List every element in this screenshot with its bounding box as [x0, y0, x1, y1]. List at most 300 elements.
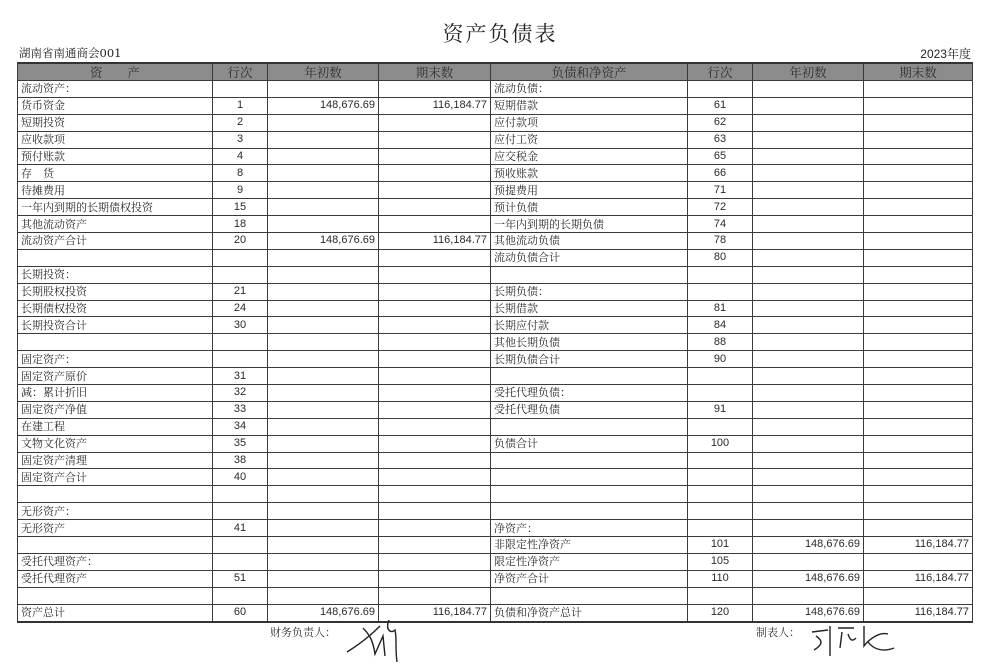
asset-end-value — [379, 114, 491, 131]
asset-begin-value — [268, 148, 379, 165]
liability-begin-value — [753, 401, 864, 418]
liability-row-no — [688, 520, 753, 537]
col-header-begin: 年初数 — [268, 63, 379, 81]
liability-row-no: 62 — [688, 114, 753, 131]
liability-end-value — [864, 317, 973, 334]
asset-begin-value — [268, 385, 379, 402]
liability-row-no: 90 — [688, 351, 753, 368]
col-header-end: 期末数 — [379, 63, 491, 81]
organization-name: 湖南省南通商会001 — [19, 46, 122, 60]
liability-begin-value — [753, 233, 864, 250]
liability-begin-value — [753, 131, 864, 148]
asset-end-value — [379, 351, 491, 368]
asset-name: 流动资产合计 — [18, 233, 213, 250]
asset-name: 固定资产原价 — [18, 368, 213, 385]
table-row — [18, 435, 973, 452]
liability-row-no: 91 — [688, 401, 753, 418]
finance-signature-icon — [345, 614, 415, 662]
asset-end-value — [379, 199, 491, 216]
asset-row-no: 51 — [213, 570, 268, 587]
asset-name: 长期债权投资 — [18, 300, 213, 317]
asset-name: 待摊费用 — [18, 182, 213, 199]
asset-end-value: 116,184.77 — [379, 604, 491, 621]
liability-begin-value — [753, 385, 864, 402]
asset-name: 货币资金 — [18, 97, 213, 114]
liability-begin-value — [753, 81, 864, 98]
table-row — [18, 182, 973, 199]
liability-end-value — [864, 216, 973, 233]
asset-row-no: 60 — [213, 604, 268, 621]
liability-name: 净资产合计 — [491, 570, 688, 587]
asset-begin-value — [268, 182, 379, 199]
liability-end-value — [864, 300, 973, 317]
asset-row-no: 2 — [213, 114, 268, 131]
asset-end-value — [379, 385, 491, 402]
liability-name: 负债和净资产总计 — [491, 604, 688, 621]
liability-name: 一年内到期的长期负债 — [491, 216, 688, 233]
liability-end-value — [864, 148, 973, 165]
table-row — [18, 249, 973, 266]
liability-begin-value — [753, 283, 864, 300]
asset-begin-value — [268, 435, 379, 452]
asset-name: 固定资产净值 — [18, 401, 213, 418]
preparer-signature-icon — [808, 620, 898, 660]
asset-end-value — [379, 266, 491, 283]
asset-begin-value — [268, 452, 379, 469]
liability-name: 长期应付款 — [491, 317, 688, 334]
liability-name: 长期借款 — [491, 300, 688, 317]
asset-name: 预付账款 — [18, 148, 213, 165]
liability-row-no — [688, 368, 753, 385]
liability-end-value — [864, 97, 973, 114]
liability-row-no: 101 — [688, 537, 753, 554]
col-header-begin-2: 年初数 — [753, 63, 864, 81]
asset-begin-value — [268, 165, 379, 182]
liability-row-no — [688, 452, 753, 469]
asset-name: 流动资产： — [18, 81, 213, 98]
liability-end-value — [864, 266, 973, 283]
asset-begin-value — [268, 587, 379, 604]
liability-begin-value — [753, 165, 864, 182]
liability-row-no: 81 — [688, 300, 753, 317]
liability-end-value — [864, 486, 973, 503]
liability-end-value — [864, 182, 973, 199]
liability-end-value — [864, 503, 973, 520]
asset-row-no: 40 — [213, 469, 268, 486]
liability-name: 非限定性净资产 — [491, 537, 688, 554]
table-row — [18, 401, 973, 418]
asset-row-no — [213, 266, 268, 283]
table-row — [18, 233, 973, 250]
liability-name — [491, 486, 688, 503]
asset-end-value — [379, 401, 491, 418]
liability-row-no: 61 — [688, 97, 753, 114]
table-row — [18, 537, 973, 554]
liability-row-no: 105 — [688, 553, 753, 570]
asset-begin-value — [268, 469, 379, 486]
liability-begin-value — [753, 368, 864, 385]
asset-end-value — [379, 520, 491, 537]
liability-name: 预计负债 — [491, 199, 688, 216]
liability-name — [491, 587, 688, 604]
asset-row-no: 20 — [213, 233, 268, 250]
liability-begin-value — [753, 266, 864, 283]
liability-end-value — [864, 249, 973, 266]
asset-end-value — [379, 469, 491, 486]
liability-row-no — [688, 587, 753, 604]
asset-end-value — [379, 182, 491, 199]
asset-name: 固定资产清理 — [18, 452, 213, 469]
asset-begin-value — [268, 486, 379, 503]
finance-label: 财务负责人： — [270, 626, 336, 639]
liability-begin-value — [753, 351, 864, 368]
liability-row-no — [688, 503, 753, 520]
liability-begin-value — [753, 97, 864, 114]
period-year: 2023 — [920, 47, 947, 61]
table-row — [18, 317, 973, 334]
liability-end-value — [864, 452, 973, 469]
liability-name: 应交税金 — [491, 148, 688, 165]
asset-begin-value — [268, 520, 379, 537]
asset-end-value — [379, 216, 491, 233]
asset-name — [18, 334, 213, 351]
report-title: 资产负债表 — [442, 22, 558, 46]
liability-name — [491, 452, 688, 469]
liability-row-no: 88 — [688, 334, 753, 351]
asset-row-no: 1 — [213, 97, 268, 114]
asset-begin-value: 148,676.69 — [268, 604, 379, 621]
liability-end-value: 116,184.77 — [864, 537, 973, 554]
liability-begin-value — [753, 553, 864, 570]
liability-name: 净资产： — [491, 520, 688, 537]
asset-begin-value — [268, 570, 379, 587]
liability-end-value — [864, 385, 973, 402]
table-row — [18, 266, 973, 283]
liability-end-value — [864, 199, 973, 216]
table-row — [18, 469, 973, 486]
table-row — [18, 486, 973, 503]
liability-begin-value — [753, 249, 864, 266]
table-row — [18, 199, 973, 216]
liability-name: 预提费用 — [491, 182, 688, 199]
liability-begin-value — [753, 334, 864, 351]
asset-name — [18, 486, 213, 503]
liability-end-value — [864, 233, 973, 250]
asset-row-no — [213, 537, 268, 554]
asset-begin-value — [268, 81, 379, 98]
asset-name: 固定资产： — [18, 351, 213, 368]
liability-begin-value — [753, 587, 864, 604]
asset-end-value — [379, 300, 491, 317]
asset-row-no: 34 — [213, 418, 268, 435]
col-header-liabilities: 负债和净资产 — [491, 63, 688, 81]
table-row — [18, 97, 973, 114]
asset-begin-value — [268, 553, 379, 570]
asset-row-no — [213, 486, 268, 503]
liability-name: 应付款项 — [491, 114, 688, 131]
table-row — [18, 604, 973, 621]
asset-begin-value — [268, 368, 379, 385]
liability-end-value — [864, 435, 973, 452]
asset-name: 存 货 — [18, 165, 213, 182]
asset-end-value — [379, 452, 491, 469]
liability-begin-value — [753, 503, 864, 520]
asset-name: 一年内到期的长期债权投资 — [18, 199, 213, 216]
liability-end-value — [864, 334, 973, 351]
asset-row-no — [213, 553, 268, 570]
asset-begin-value — [268, 131, 379, 148]
asset-begin-value — [268, 199, 379, 216]
preparer-signature-block — [756, 624, 800, 640]
liability-begin-value — [753, 182, 864, 199]
asset-row-no: 9 — [213, 182, 268, 199]
liability-name: 长期负债合计 — [491, 351, 688, 368]
liability-begin-value — [753, 435, 864, 452]
asset-row-no: 41 — [213, 520, 268, 537]
asset-row-no: 35 — [213, 435, 268, 452]
liability-name — [491, 368, 688, 385]
asset-end-value — [379, 537, 491, 554]
liability-row-no: 80 — [688, 249, 753, 266]
liability-row-no: 74 — [688, 216, 753, 233]
liability-name: 受托代理负债 — [491, 401, 688, 418]
col-header-end-2: 期末数 — [864, 63, 973, 81]
asset-name: 无形资产： — [18, 503, 213, 520]
asset-row-no — [213, 503, 268, 520]
period-suffix: 年度 — [946, 47, 971, 61]
liability-end-value — [864, 368, 973, 385]
liability-begin-value — [753, 418, 864, 435]
asset-row-no: 31 — [213, 368, 268, 385]
table-row — [18, 131, 973, 148]
asset-row-no — [213, 81, 268, 98]
liability-end-value: 116,184.77 — [864, 570, 973, 587]
asset-end-value — [379, 570, 491, 587]
col-header-row-no: 行次 — [213, 63, 268, 81]
liability-row-no — [688, 266, 753, 283]
asset-end-value — [379, 249, 491, 266]
asset-begin-value — [268, 317, 379, 334]
liability-name: 预收账款 — [491, 165, 688, 182]
liability-name: 其他长期负债 — [491, 334, 688, 351]
table-row — [18, 368, 973, 385]
asset-end-value: 116,184.77 — [379, 233, 491, 250]
asset-begin-value — [268, 266, 379, 283]
liability-begin-value — [753, 452, 864, 469]
liability-row-no: 78 — [688, 233, 753, 250]
asset-row-no: 32 — [213, 385, 268, 402]
asset-end-value — [379, 283, 491, 300]
liability-end-value — [864, 351, 973, 368]
table-row — [18, 452, 973, 469]
preparer-label: 制表人： — [756, 626, 800, 639]
asset-name: 固定资产合计 — [18, 469, 213, 486]
liability-begin-value — [753, 486, 864, 503]
asset-end-value — [379, 503, 491, 520]
asset-end-value — [379, 81, 491, 98]
table-row — [18, 587, 973, 604]
liability-end-value — [864, 131, 973, 148]
table-row — [18, 520, 973, 537]
col-header-assets: 资 产 — [18, 63, 213, 81]
liability-begin-value: 148,676.69 — [753, 537, 864, 554]
asset-row-no: 18 — [213, 216, 268, 233]
asset-end-value — [379, 165, 491, 182]
liability-end-value — [864, 553, 973, 570]
liability-end-value — [864, 81, 973, 98]
asset-name: 应收款项 — [18, 131, 213, 148]
asset-name: 受托代理资产 — [18, 570, 213, 587]
asset-begin-value — [268, 401, 379, 418]
asset-name: 短期投资 — [18, 114, 213, 131]
asset-name — [18, 249, 213, 266]
table-row — [18, 216, 973, 233]
liability-name: 应付工资 — [491, 131, 688, 148]
table-row — [18, 283, 973, 300]
asset-name — [18, 537, 213, 554]
asset-begin-value — [268, 351, 379, 368]
liability-name — [491, 266, 688, 283]
liability-row-no: 71 — [688, 182, 753, 199]
asset-begin-value — [268, 216, 379, 233]
asset-row-no: 4 — [213, 148, 268, 165]
liability-row-no: 110 — [688, 570, 753, 587]
liability-end-value — [864, 418, 973, 435]
asset-end-value — [379, 148, 491, 165]
liability-row-no — [688, 469, 753, 486]
table-row — [18, 351, 973, 368]
liability-end-value — [864, 520, 973, 537]
asset-name: 无形资产 — [18, 520, 213, 537]
finance-signature-block — [270, 624, 336, 640]
asset-begin-value — [268, 249, 379, 266]
liability-row-no: 63 — [688, 131, 753, 148]
asset-begin-value: 148,676.69 — [268, 233, 379, 250]
asset-row-no: 8 — [213, 165, 268, 182]
asset-row-no: 24 — [213, 300, 268, 317]
table-row — [18, 418, 973, 435]
asset-end-value — [379, 587, 491, 604]
asset-end-value — [379, 435, 491, 452]
asset-row-no: 33 — [213, 401, 268, 418]
liability-begin-value: 148,676.69 — [753, 570, 864, 587]
asset-row-no: 15 — [213, 199, 268, 216]
liability-row-no — [688, 418, 753, 435]
liability-begin-value — [753, 216, 864, 233]
asset-end-value — [379, 334, 491, 351]
liability-row-no: 100 — [688, 435, 753, 452]
liability-name: 其他流动负债 — [491, 233, 688, 250]
asset-end-value — [379, 553, 491, 570]
asset-row-no — [213, 351, 268, 368]
table-row — [18, 165, 973, 182]
table-row — [18, 81, 973, 98]
table-row — [18, 503, 973, 520]
liability-row-no: 65 — [688, 148, 753, 165]
asset-begin-value — [268, 537, 379, 554]
liability-begin-value — [753, 317, 864, 334]
asset-begin-value — [268, 418, 379, 435]
asset-end-value — [379, 486, 491, 503]
liability-begin-value — [753, 300, 864, 317]
col-header-row-no-2: 行次 — [688, 63, 753, 81]
liability-begin-value — [753, 199, 864, 216]
asset-row-no: 21 — [213, 283, 268, 300]
asset-name: 长期股权投资 — [18, 283, 213, 300]
table-row — [18, 334, 973, 351]
asset-name: 减：累计折旧 — [18, 385, 213, 402]
table-row — [18, 553, 973, 570]
liability-row-no: 66 — [688, 165, 753, 182]
liability-row-no — [688, 81, 753, 98]
asset-row-no: 30 — [213, 317, 268, 334]
liability-end-value — [864, 114, 973, 131]
table-row — [18, 148, 973, 165]
liability-end-value — [864, 401, 973, 418]
liability-name — [491, 418, 688, 435]
table-row — [18, 114, 973, 131]
liability-begin-value: 148,676.69 — [753, 604, 864, 621]
asset-row-no — [213, 334, 268, 351]
asset-begin-value — [268, 300, 379, 317]
asset-row-no: 38 — [213, 452, 268, 469]
liability-end-value — [864, 469, 973, 486]
liability-end-value — [864, 587, 973, 604]
liability-begin-value — [753, 114, 864, 131]
asset-name: 资产总计 — [18, 604, 213, 621]
table-row — [18, 570, 973, 587]
liability-row-no — [688, 283, 753, 300]
liability-name: 流动负债： — [491, 81, 688, 98]
asset-name: 文物文化资产 — [18, 435, 213, 452]
liability-row-no: 84 — [688, 317, 753, 334]
asset-name: 受托代理资产： — [18, 553, 213, 570]
table-row — [18, 300, 973, 317]
liability-name: 长期负债： — [491, 283, 688, 300]
asset-name: 长期投资： — [18, 266, 213, 283]
table-row — [18, 385, 973, 402]
asset-begin-value — [268, 114, 379, 131]
asset-row-no: 3 — [213, 131, 268, 148]
asset-end-value: 116,184.77 — [379, 97, 491, 114]
liability-end-value — [864, 165, 973, 182]
asset-name: 长期投资合计 — [18, 317, 213, 334]
asset-end-value — [379, 418, 491, 435]
liability-name: 受托代理负债： — [491, 385, 688, 402]
asset-end-value — [379, 368, 491, 385]
liability-name: 流动负债合计 — [491, 249, 688, 266]
table-header-row — [18, 63, 973, 81]
asset-name: 在建工程 — [18, 418, 213, 435]
asset-begin-value — [268, 503, 379, 520]
asset-row-no — [213, 249, 268, 266]
liability-end-value — [864, 283, 973, 300]
asset-begin-value — [268, 334, 379, 351]
asset-begin-value — [268, 283, 379, 300]
asset-end-value — [379, 131, 491, 148]
liability-row-no — [688, 385, 753, 402]
liability-name — [491, 469, 688, 486]
liability-row-no: 120 — [688, 604, 753, 621]
liability-row-no — [688, 486, 753, 503]
asset-row-no — [213, 587, 268, 604]
liability-begin-value — [753, 469, 864, 486]
liability-begin-value — [753, 520, 864, 537]
report-period — [920, 45, 971, 62]
asset-end-value — [379, 317, 491, 334]
asset-begin-value: 148,676.69 — [268, 97, 379, 114]
liability-end-value: 116,184.77 — [864, 604, 973, 621]
